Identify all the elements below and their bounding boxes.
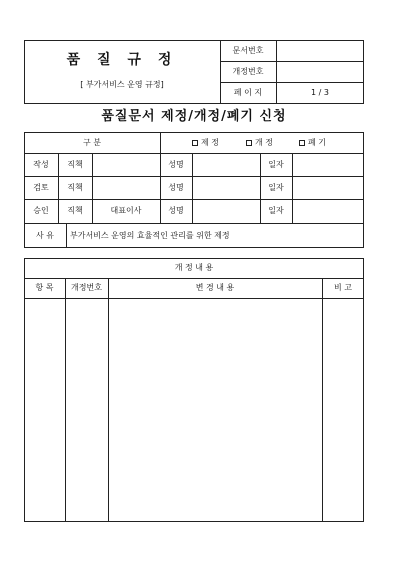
app-col-line-4 <box>192 153 193 223</box>
position-label: 직책 <box>67 206 83 215</box>
doc-number-label: 문서번호 <box>232 46 264 55</box>
checkbox-icon <box>299 140 305 146</box>
main-title: 품 질 규 정 <box>66 52 178 68</box>
revision-title: 개 정 내 용 <box>174 263 214 272</box>
name-label: 성명 <box>168 183 184 192</box>
position-label: 직책 <box>67 183 83 192</box>
revision-col-rev-no: 개정번호 <box>71 283 102 292</box>
classification-label: 구 분 <box>83 138 101 147</box>
reason-value[interactable]: 부가서비스 운영의 효율적인 관리를 위한 제정 <box>70 231 230 240</box>
checkbox-icon <box>246 140 252 146</box>
checkbox-revise-label: 개 정 <box>255 138 273 147</box>
name-label: 성명 <box>168 206 184 215</box>
app-col-line-6 <box>292 153 293 223</box>
revision-number-label: 개정번호 <box>232 67 264 76</box>
revision-body[interactable] <box>25 299 363 521</box>
app-row-line-4 <box>24 223 364 224</box>
revision-col-remarks: 비 고 <box>334 283 352 292</box>
class-divider <box>160 132 161 153</box>
name-label: 성명 <box>168 160 184 169</box>
position-label: 직책 <box>67 160 83 169</box>
approval-role-author: 작성 <box>33 160 49 169</box>
app-row-line-3 <box>24 199 364 200</box>
checkbox-abolish[interactable] <box>299 138 326 148</box>
header-row-line-2 <box>220 82 364 83</box>
app-row-line-1 <box>24 153 364 154</box>
date-label: 일자 <box>268 206 284 215</box>
header-row-line-1 <box>220 61 364 62</box>
reason-label: 사 유 <box>36 231 54 240</box>
checkbox-enact-label: 제 정 <box>201 138 219 147</box>
page-value: 1 / 3 <box>311 88 329 97</box>
revision-col-change: 변 경 내 용 <box>195 283 235 292</box>
subtitle: [ 부가서비스 운영 규정] <box>80 80 164 89</box>
revision-col-item: 항 목 <box>35 283 54 292</box>
date-label: 일자 <box>268 160 284 169</box>
approval-role-reviewer: 검토 <box>33 183 49 192</box>
checkbox-enact[interactable] <box>192 138 219 148</box>
revision-title-line <box>24 278 364 279</box>
app-row-line-2 <box>24 176 364 177</box>
page-label: 페 이 지 <box>233 88 263 97</box>
form-title: 품질문서 제정/개정/폐기 신청 <box>101 109 287 124</box>
checkbox-icon <box>192 140 198 146</box>
reason-divider <box>66 223 67 248</box>
approval-role-approver: 승인 <box>33 206 49 215</box>
date-label: 일자 <box>268 183 284 192</box>
checkbox-revise[interactable] <box>246 138 273 148</box>
position-value[interactable]: 대표이사 <box>110 206 142 215</box>
checkbox-abolish-label: 폐 기 <box>308 138 326 147</box>
